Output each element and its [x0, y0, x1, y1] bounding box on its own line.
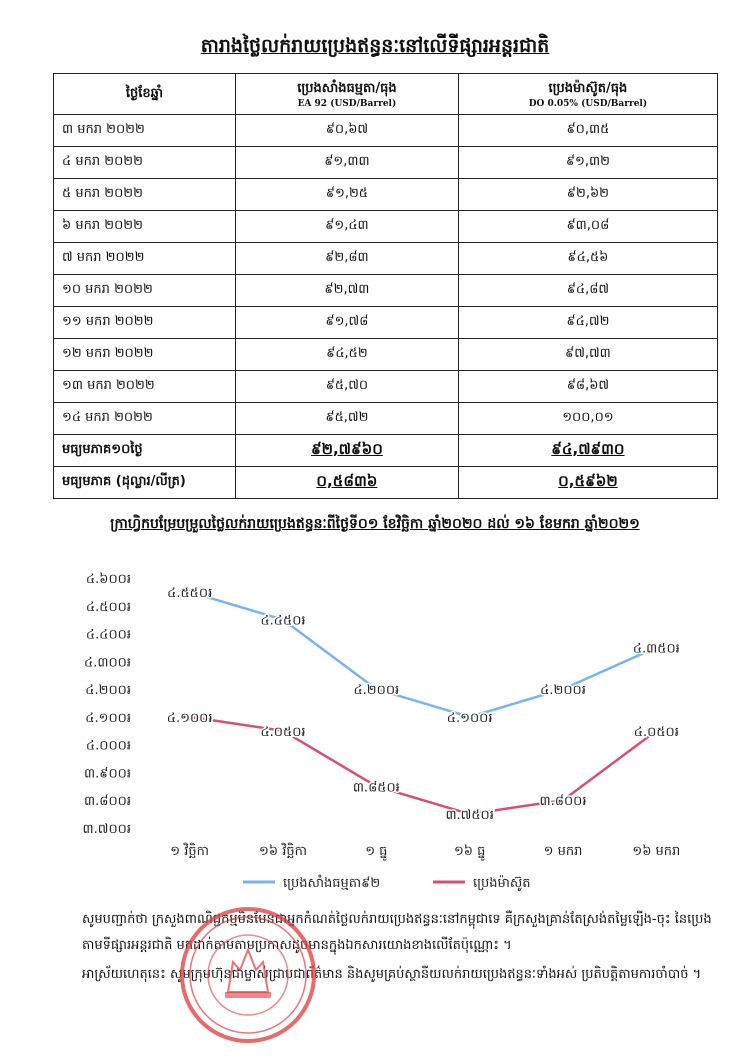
price-table: [53, 73, 718, 499]
table-row: [54, 179, 718, 211]
average-per-liter-diesel-value: ០,៥៩៦២: [558, 471, 618, 490]
cell-diesel: ៩៣,០៨: [458, 211, 717, 243]
paragraph-2: អាស្រ័យហេតុនេះ សូមក្រុមហ៊ុនជាម្ចាស់ជ្រាបជាព័ត៌មាន និងសូមគ្រប់ស្ថានីយលក់រាយប្រេងឥន្ធនៈទាំងអស់ ប្រតិបត្តិតាមការចាំបាច់ ។: [82, 967, 702, 982]
y-tick-label: ៤.៤០០៛: [85, 627, 131, 643]
cell-gasoline: ៩២,៧៣: [236, 275, 459, 307]
cell-date: ៣ មករា ២០២២: [54, 115, 236, 147]
chart-title: ក្រាហ្វិកបម្រែបម្រួលថ្លៃលក់រាយប្រេងឥន្ធនៈពីថ្ងៃទី០១ ខែវិច្ឆិកា ឆ្នាំ២០២០ ដល់ ១៦ ខែមករា ឆ្នាំ២០២១: [110, 516, 640, 532]
data-label: ៣.៨០០៛: [539, 794, 587, 810]
average-label: មធ្យមភាគ១០ថ្ងៃ: [54, 435, 236, 467]
average-per-liter-label: មធ្យមភាគ (ដុល្លារ/លីត្រ): [54, 467, 236, 499]
x-tick-label: ១៦ វិច្ឆិកា: [259, 844, 307, 859]
table-row: [54, 339, 718, 371]
data-label: ៤.០៥០៛: [260, 724, 306, 740]
average-per-liter-gasoline-value: ០,៥៨៣៦: [316, 471, 378, 490]
ministry-seal-stamp: [173, 900, 323, 1050]
data-label: ៤.៤៥០៛: [260, 613, 306, 629]
average-gasoline-value: ៩២,៧៩៦០: [310, 439, 383, 458]
document-title: តារាងថ្លៃលក់រាយប្រេងឥន្ធនៈនៅលើទីផ្សារអន្តរជាតិ: [200, 35, 550, 57]
cell-date: ១១ មករា ២០២២: [54, 307, 236, 339]
cell-diesel: ៩៤,៥៦: [458, 243, 717, 275]
cell-diesel: ៩១,៣២: [458, 147, 717, 179]
data-label: ៣.៧៥០៛: [445, 808, 494, 824]
average-diesel-value: ៩៤,៧៩៣០: [551, 439, 625, 458]
cell-date: ១៤ មករា ២០២២: [54, 403, 236, 435]
table-row: [54, 115, 718, 147]
cell-date: ៥ មករា ២០២២: [54, 179, 236, 211]
cell-gasoline: ៩១,២៥: [236, 179, 459, 211]
cell-date: ៤ មករា ២០២២: [54, 147, 236, 179]
cell-date: ១២ មករា ២០២២: [54, 339, 236, 371]
cell-gasoline: ៩៥,៧២: [236, 403, 459, 435]
header-diesel-unit: DO 0.05% (USD/Barrel): [528, 98, 648, 109]
y-tick-label: ៣.៨០០៛: [84, 794, 131, 810]
paragraph-1: សូមបញ្ជាក់ថា ក្រសួងពាណិជ្ជកម្មមិនមែនជាអ្នកកំណត់ថ្លៃលក់រាយប្រេងឥន្ធនៈនៅកម្ពុជាទេ គឺក្រសួងគ្រាន់តែស្រង់តម្លៃឡើង-ចុះ នៃប្រេងតាមទីផ្សារអន្តរជាតិ មកដាក់តាមតាមប្រកាសដូចមានក្នុងឯកសារយោងខាងលើតែប៉ុណ្ណោះ ។: [82, 912, 712, 953]
average-row: [54, 435, 718, 467]
data-label: ៤.២០០៛: [540, 683, 586, 699]
header-gasoline-label: ប្រេងសាំងធម្មតា/ធុង: [297, 80, 397, 96]
data-label: ៤.៥៥០៛: [167, 585, 213, 601]
legend-label-2: ប្រេងម៉ាស៊ូត: [473, 876, 531, 891]
series-line-1: [190, 592, 657, 717]
y-tick-label: ៤.៣០០៛: [84, 655, 131, 671]
data-label: ៣.៨៥០៛: [352, 780, 400, 796]
y-tick-label: ៣.៩០០៛: [84, 766, 131, 782]
table-row: [54, 371, 718, 403]
header-gasoline-unit: EA 92 (USD/Barrel): [297, 98, 397, 109]
data-label: ៤.១០០៛: [446, 710, 493, 726]
y-tick-label: ៤.១០០៛: [85, 710, 131, 726]
legend-label-1: ប្រេងសាំងធម្មតា៩២: [283, 876, 381, 891]
chart-svg: [53, 553, 718, 903]
cell-diesel: ៩០,៣៥: [458, 115, 717, 147]
cell-gasoline: ៩១,៧៨: [236, 307, 459, 339]
table-row: [54, 211, 718, 243]
cell-gasoline: ៩៤,៥២: [236, 339, 459, 371]
cell-gasoline: ៩៥,៧០: [236, 371, 459, 403]
x-tick-label: ១៦ មករា: [632, 844, 681, 859]
data-label: ៤.៣៥០៛: [632, 641, 680, 657]
x-tick-label: ១៦ ធ្នូ: [453, 844, 486, 859]
table-header-row: [54, 74, 718, 115]
y-tick-label: ៤.៦០០៛: [85, 572, 131, 587]
x-tick-label: ១ មករា: [543, 844, 583, 859]
table-row: [54, 403, 718, 435]
average-gasoline: [236, 435, 459, 467]
cell-date: ១០ មករា ២០២២: [54, 275, 236, 307]
cell-date: ១៣ មករា ២០២២: [54, 371, 236, 403]
cell-gasoline: ៩១,៤៣: [236, 211, 459, 243]
cell-diesel: ៩៧,៧៣: [458, 339, 717, 371]
table-row: [54, 243, 718, 275]
header-date: ថ្ងៃខែឆ្នាំ: [54, 74, 236, 115]
table-row: [54, 147, 718, 179]
cell-diesel: ១០០,០១: [458, 403, 717, 435]
cell-diesel: ៩៨,៦៧: [458, 371, 717, 403]
data-label: ៤.០៥០៛: [633, 724, 679, 740]
average-per-liter-gasoline: [236, 467, 459, 499]
cell-gasoline: ៩២,៨៣: [236, 243, 459, 275]
y-tick-label: ៣.៧០០៛: [82, 822, 131, 837]
average-diesel: [458, 435, 717, 467]
cell-diesel: ៩៤,៧២: [458, 307, 717, 339]
price-chart: [53, 553, 718, 903]
cell-diesel: ៩៤,៨៧: [458, 275, 717, 307]
x-tick-label: ១ វិច្ឆិកា: [170, 844, 210, 859]
cell-date: ៦ មករា ២០២២: [54, 211, 236, 243]
cell-gasoline: ៩០,៦៧: [236, 115, 459, 147]
header-gasoline: [236, 74, 459, 115]
y-tick-label: ៤.៥០០៛: [85, 599, 131, 615]
cell-gasoline: ៩១,៣៣: [236, 147, 459, 179]
y-tick-label: ៤.២០០៛: [85, 683, 131, 699]
header-diesel-label: ប្រេងម៉ាស៊ូត/ធុង: [548, 80, 628, 96]
data-label: ៤.២០០៛: [353, 683, 400, 699]
table-row: [54, 275, 718, 307]
y-tick-label: ៤.០០០៛: [85, 738, 131, 754]
average-per-liter-diesel: [458, 467, 717, 499]
table-row: [54, 307, 718, 339]
data-label: ៤.១០០៛: [166, 710, 213, 726]
average-per-liter-row: [54, 467, 718, 499]
cell-date: ៧ មករា ២០២២: [54, 243, 236, 275]
cell-diesel: ៩២,៦២: [458, 179, 717, 211]
x-tick-label: ១ ធ្នូ: [365, 844, 388, 859]
header-diesel: [458, 74, 717, 115]
